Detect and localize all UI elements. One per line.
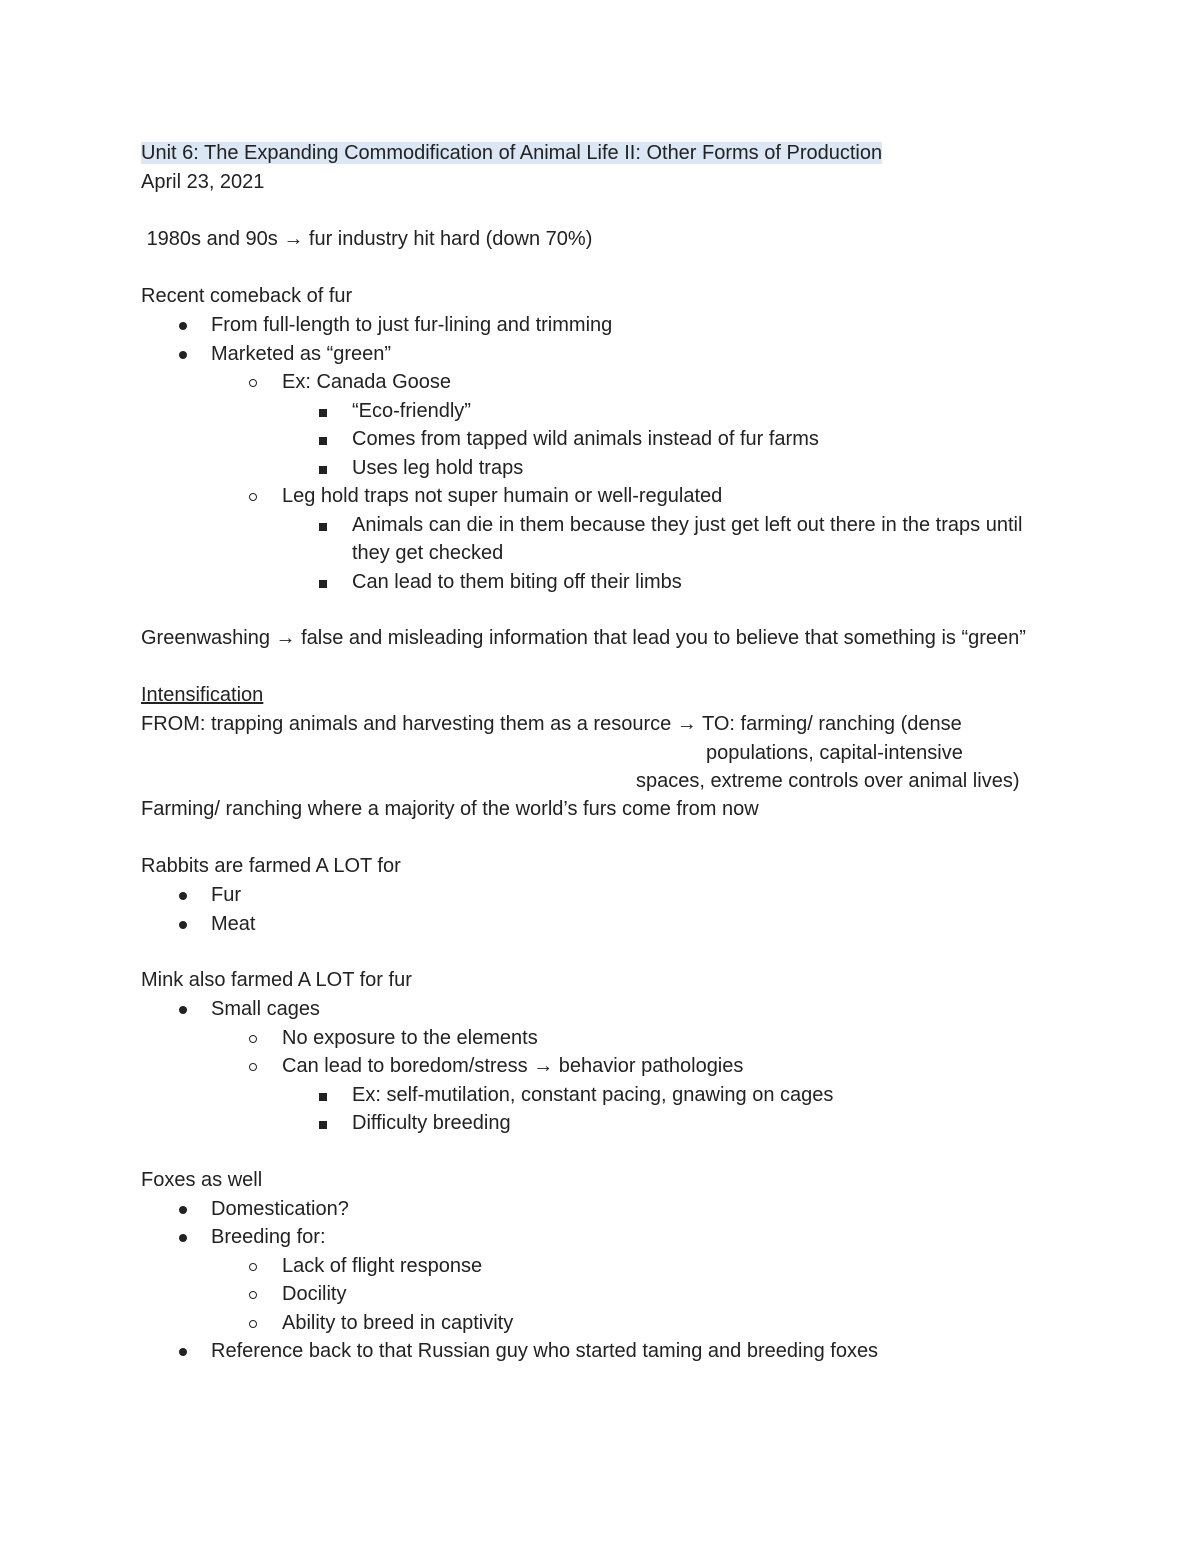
list-item: Difficulty breeding: [141, 1109, 1061, 1138]
intensification-line: Farming/ ranching where a majority of the world’s furs come from now: [141, 798, 759, 820]
list-item: Ex: Canada Goose: [141, 368, 1061, 397]
bullet-circle-icon: [247, 1052, 267, 1081]
list-item: Docility: [141, 1280, 1061, 1309]
greenwashing-definition: Greenwashing → false and misleading information that lead you to believe that something is “green”: [141, 627, 1026, 649]
list-item: Animals can die in them because they just get left out there in the traps until they get checked: [141, 511, 1061, 568]
foxes-list: [141, 1195, 1061, 1366]
rabbits-list: [141, 881, 1061, 938]
intensification-line: FROM: trapping animals and harvesting them as a resource → TO: farming/ ranching (dense: [141, 713, 962, 735]
bullet-circle-icon: [247, 1252, 267, 1281]
list-item: Marketed as “green”: [141, 340, 1061, 369]
bullet-circle-icon: [247, 1280, 267, 1309]
list-item: Small cages: [141, 995, 1061, 1024]
foxes-heading: Foxes as well: [141, 1168, 263, 1191]
list-item: Domestication?: [141, 1195, 1061, 1224]
comeback-list: [141, 311, 1061, 596]
list-item: Fur: [141, 881, 1061, 910]
list-item: Comes from tapped wild animals instead of fur farms: [141, 425, 1061, 454]
bullet-square-icon: [317, 511, 337, 540]
mink-list: [141, 995, 1061, 1138]
mink-heading: Mink also farmed A LOT for fur: [141, 969, 412, 991]
list-item: Breeding for:: [141, 1223, 1061, 1252]
document-page: [141, 139, 1061, 1366]
list-item: Ability to breed in captivity: [141, 1309, 1061, 1338]
bullet-square-icon: [317, 568, 337, 597]
bullet-dot-icon: [177, 1223, 197, 1252]
list-item: “Eco-friendly”: [141, 397, 1061, 426]
bullet-dot-icon: [177, 340, 197, 369]
bullet-square-icon: [317, 397, 337, 426]
list-item: Uses leg hold traps: [141, 454, 1061, 483]
intensification-line: spaces, extreme controls over animal lives): [636, 770, 1020, 792]
document-date: April 23, 2021: [141, 171, 265, 193]
bullet-square-icon: [317, 1081, 337, 1110]
bullet-square-icon: [317, 425, 337, 454]
bullet-dot-icon: [177, 1195, 197, 1224]
intensification-heading: Intensification: [141, 684, 264, 706]
list-item: No exposure to the elements: [141, 1024, 1061, 1053]
bullet-dot-icon: [177, 881, 197, 910]
comeback-heading: Recent comeback of fur: [141, 285, 353, 307]
list-item: Lack of flight response: [141, 1252, 1061, 1281]
list-item: Meat: [141, 910, 1061, 939]
bullet-dot-icon: [177, 1337, 197, 1366]
title-highlight: Unit 6: The Expanding Commodification of Animal Life II: Other Forms of Production: [141, 142, 883, 164]
list-item: From full-length to just fur-lining and trimming: [141, 311, 1061, 340]
bullet-square-icon: [317, 454, 337, 483]
bullet-circle-icon: [247, 1309, 267, 1338]
bullet-circle-icon: [247, 368, 267, 397]
bullet-dot-icon: [177, 910, 197, 939]
list-item: Can lead to them biting off their limbs: [141, 568, 1061, 597]
bullet-dot-icon: [177, 995, 197, 1024]
list-item: Leg hold traps not super humain or well-regulated: [141, 482, 1061, 511]
document-title: [141, 139, 1061, 168]
decline-line: 1980s and 90s → fur industry hit hard (down 70%): [141, 228, 593, 250]
bullet-dot-icon: [177, 311, 197, 340]
rabbits-heading: Rabbits are farmed A LOT for: [141, 855, 401, 877]
intensification-line: populations, capital-intensive: [706, 742, 963, 764]
list-item: Reference back to that Russian guy who started taming and breeding foxes: [141, 1337, 1061, 1366]
list-item: Ex: self-mutilation, constant pacing, gnawing on cages: [141, 1081, 1061, 1110]
bullet-square-icon: [317, 1109, 337, 1138]
bullet-circle-icon: [247, 482, 267, 511]
list-item: Can lead to boredom/stress → behavior pathologies: [141, 1052, 1061, 1081]
bullet-circle-icon: [247, 1024, 267, 1053]
